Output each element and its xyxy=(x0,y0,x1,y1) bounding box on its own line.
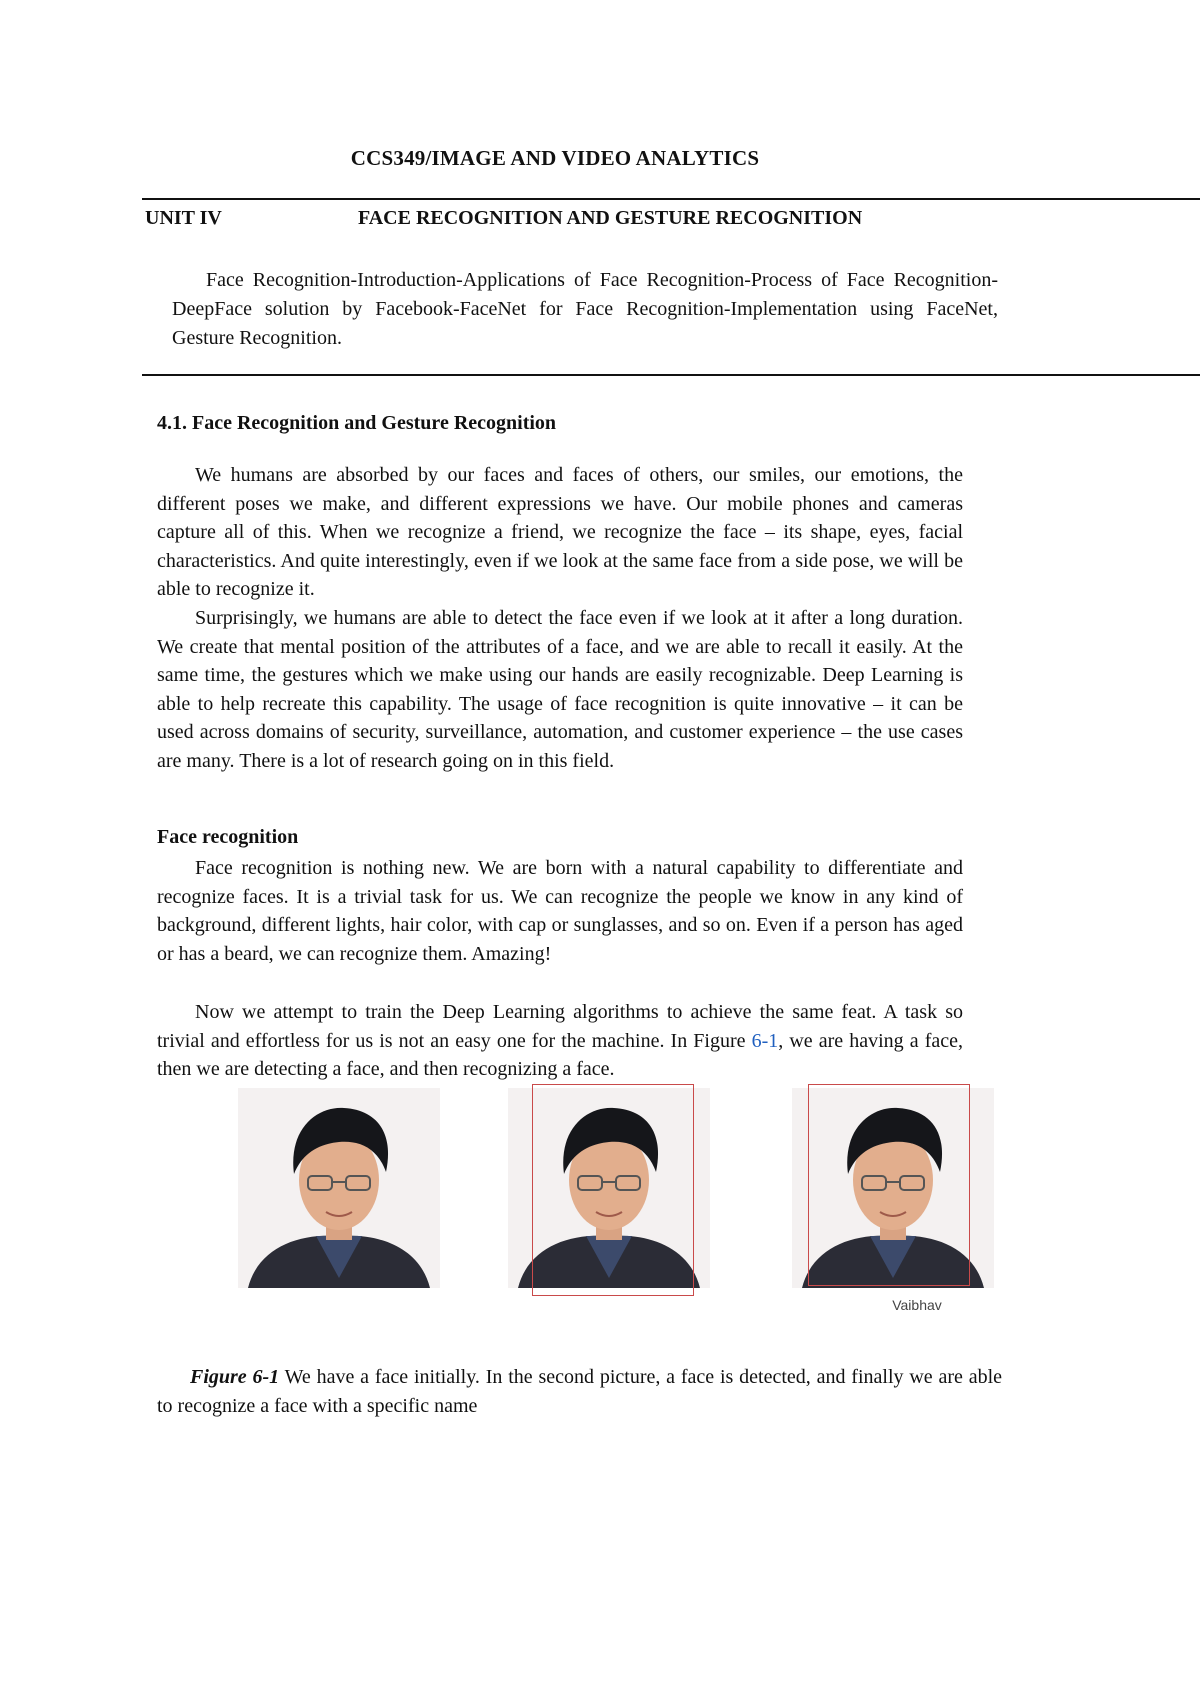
recognized-name-label: Vaibhav xyxy=(892,1297,942,1313)
face-recognition-paragraph-1: Face recognition is nothing new. We are born with a natural capability to differentiate and recognize faces. It is a trivial task for us. We can recognize the people we know in any kind of background, different lights, hair color, with cap or sunglasses, and so on. Even if a person has aged or has a beard, we can recognize them. Amazing! xyxy=(157,857,963,965)
paragraph-text-end: , we are having a face, then we are detecting a face, and then recognizing a face. xyxy=(157,1029,963,1081)
face-recognition-heading: Face recognition xyxy=(157,826,299,848)
header-rule-bottom xyxy=(142,374,1200,376)
intro-paragraph-1: We humans are absorbed by our faces and faces of others, our smiles, our emotions, the different poses we make, and different expressions we have. Our mobile phones and cameras capture all of this. When we recognize a friend, we recognize the face – its shape, eyes, facial characteristics. And quite interestingly, even if we look at the same face from a side pose, we will be able to recognize it. xyxy=(157,464,963,601)
recognition-bounding-box xyxy=(808,1084,970,1286)
section-heading: 4.1. Face Recognition and Gesture Recognition xyxy=(157,412,557,434)
paragraph-text: Now we attempt to train the Deep Learning algorithms to achieve the same feat. A task so trivial and effortless for us is not an easy one for the machine. In Figure xyxy=(157,1001,963,1052)
course-title: CCS349/IMAGE AND VIDEO ANALYTICS xyxy=(350,146,760,170)
header-rule-top xyxy=(142,198,1200,200)
detection-bounding-box xyxy=(532,1084,694,1296)
portrait-original xyxy=(238,1088,440,1288)
unit-title: FACE RECOGNITION AND GESTURE RECOGNITION xyxy=(358,207,863,229)
figure-caption-label: Figure 6-1 xyxy=(190,1366,280,1388)
intro-paragraph-2: Surprisingly, we humans are able to detect the face even if we look at it after a long duration. We create that mental position of the attributes of a face, and we are able to recall it easily. At the same time, the gestures which we make using our hands are easily recognizable. Deep Learning is able to help recreate this capability. The usage of face recognition is quite innovative – it can be used across domains of security, surveillance, automation, and customer experience – the use cases are many. There is a lot of research going on in this field. xyxy=(157,607,963,772)
unit-label: UNIT IV xyxy=(145,207,222,229)
figure-caption-text: We have a face initially. In the second picture, a face is detected, and finally we are able to recognize a face with a specific name xyxy=(157,1366,1003,1417)
face-recognition-paragraph-2 xyxy=(157,998,963,1084)
figure-caption xyxy=(157,1363,1002,1421)
syllabus-topics: Face Recognition-Introduction-Applications of Face Recognition-Process of Face Recognition- DeepFace solution by Facebook-FaceNet for Face Recognition-Implementation using FaceNet, Gesture Recognition. xyxy=(172,269,998,349)
figure-reference-link[interactable]: 6-1 xyxy=(751,1029,779,1052)
